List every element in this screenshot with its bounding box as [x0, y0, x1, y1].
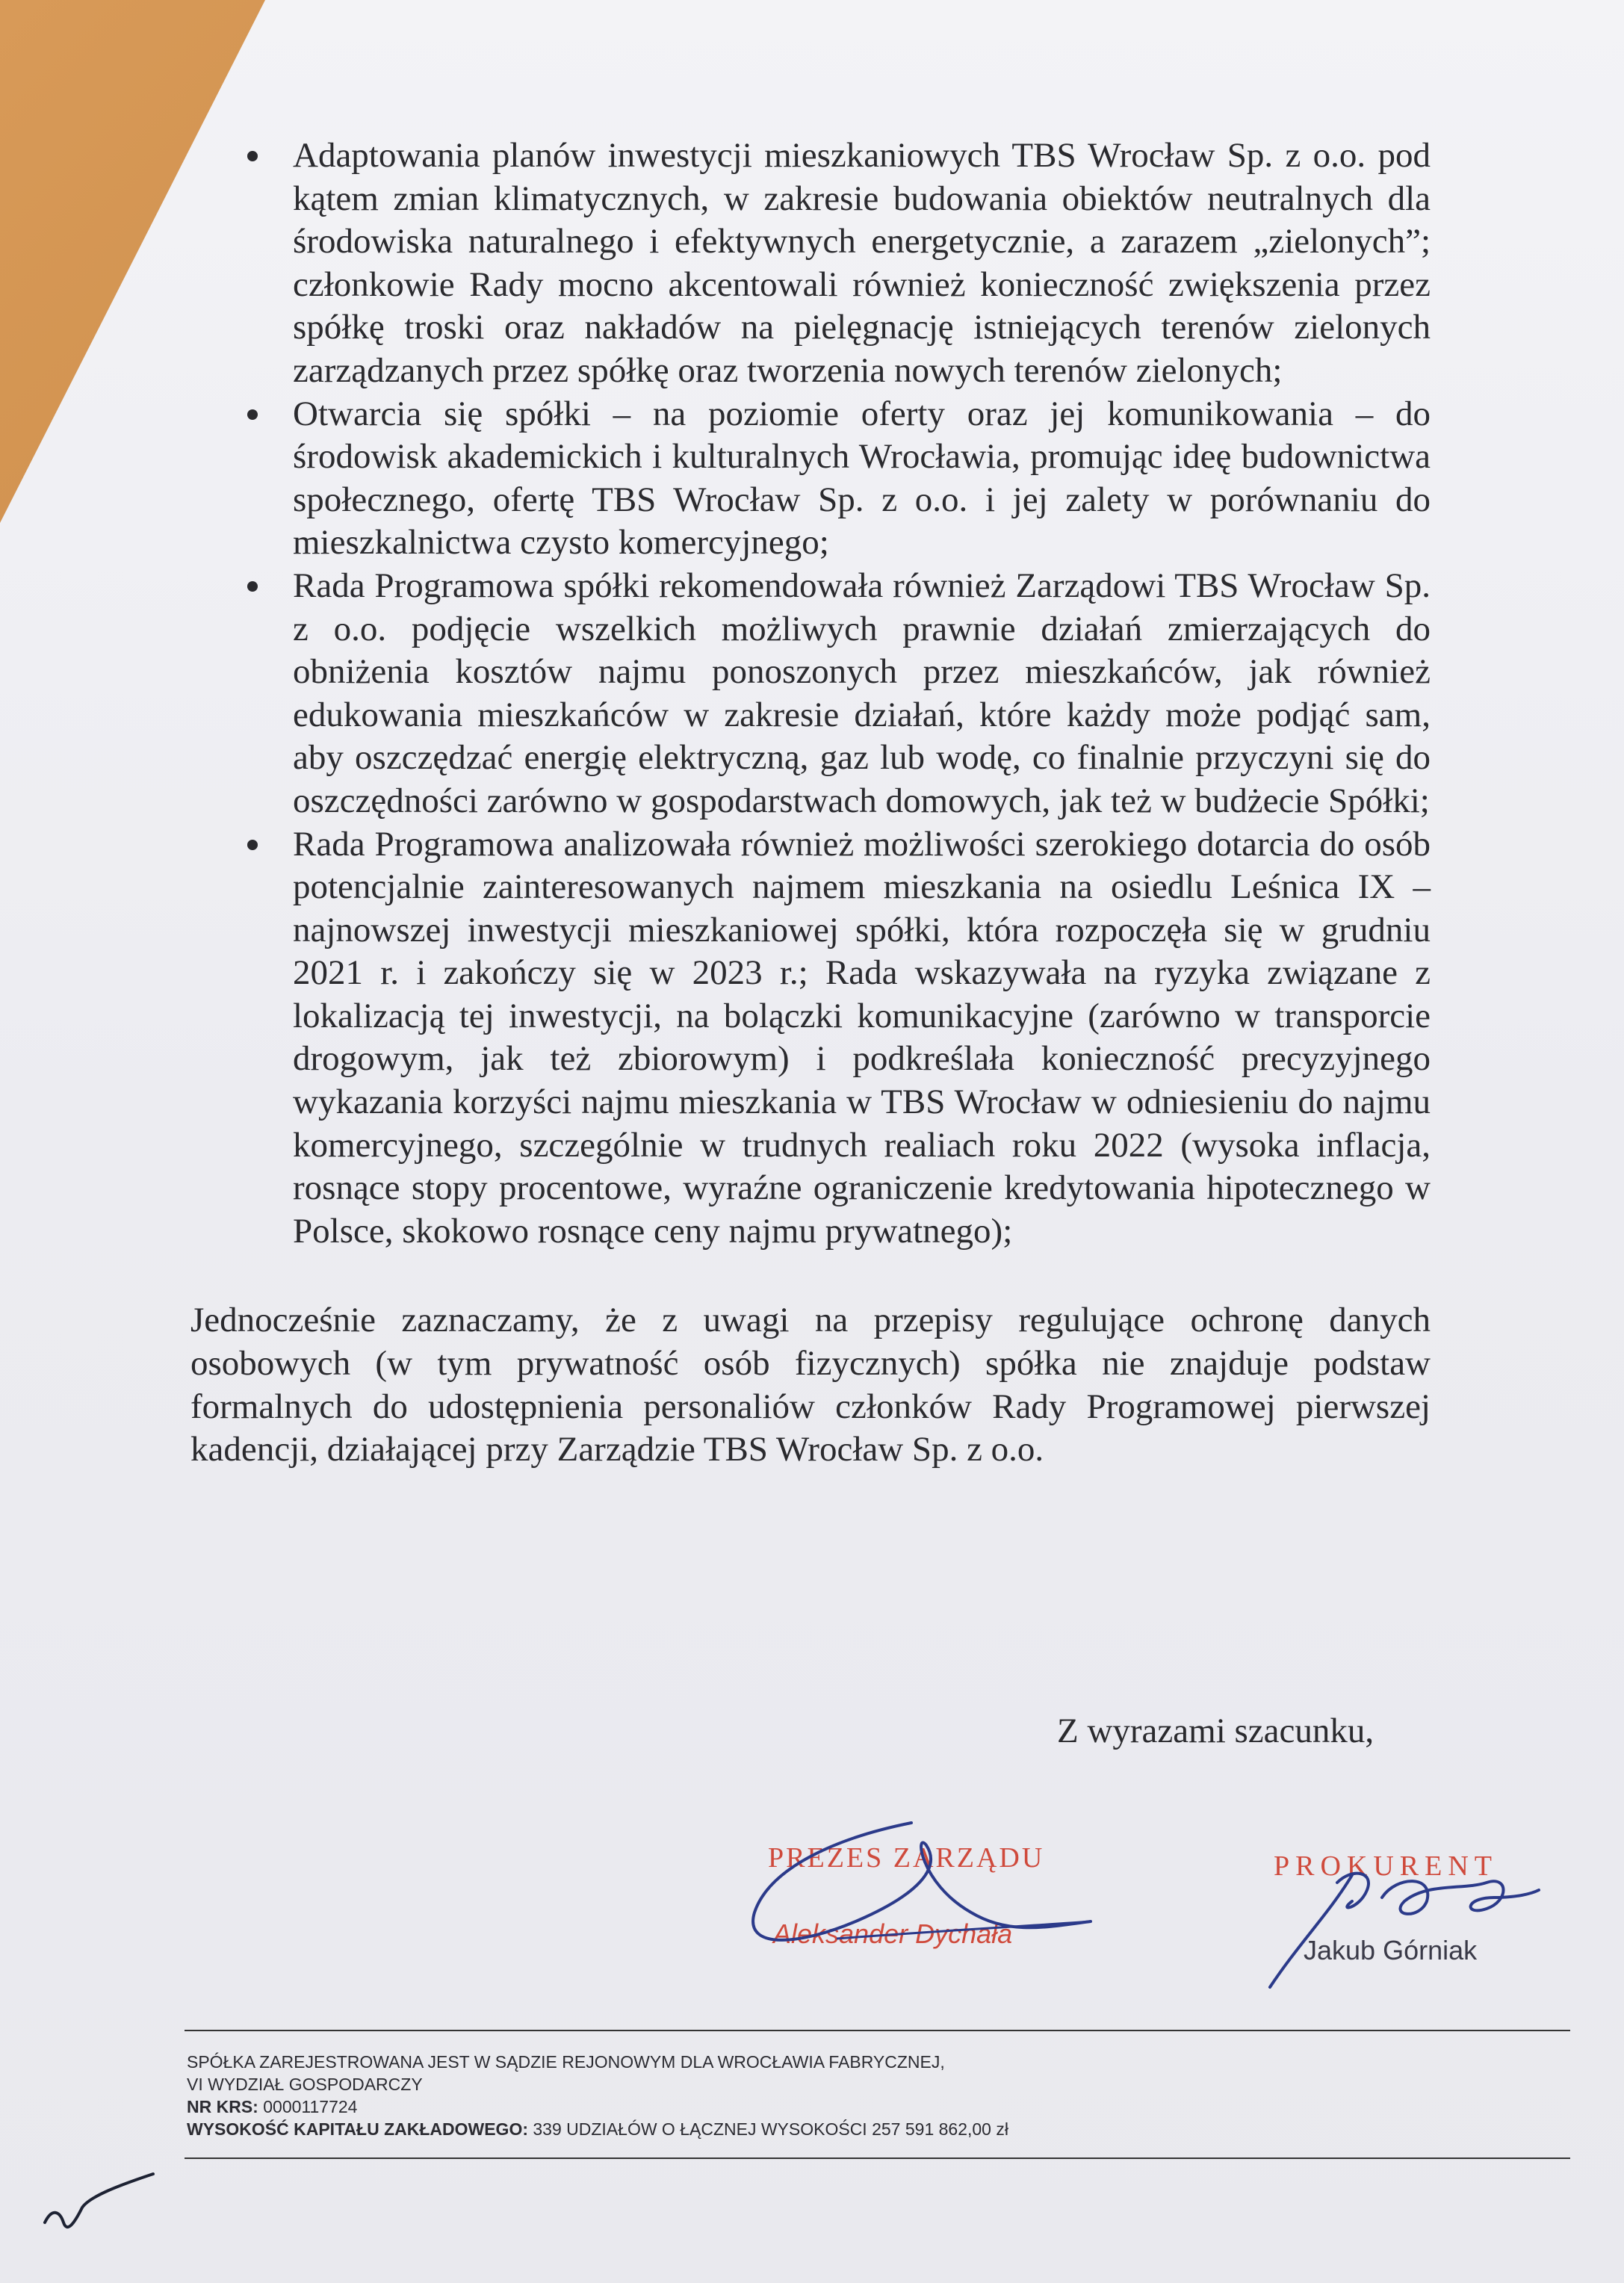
- krs-value: 0000117724: [263, 2097, 358, 2116]
- bullet-icon: [247, 840, 258, 850]
- footer-line-1: SPÓŁKA ZAREJESTROWANA JEST W SĄDZIE REJONOWYM DLA WROCŁAWIA FABRYCZNEJ,: [187, 2052, 945, 2072]
- bullet-icon: [247, 581, 258, 592]
- bullet-icon: [247, 409, 258, 420]
- footer-capital: [187, 2118, 1008, 2140]
- capital-label: WYSOKOŚĆ KAPITAŁU ZAKŁADOWEGO:: [187, 2119, 528, 2139]
- list-item-text: Rada Programowa analizowała również możliwości szerokiego dotarcia do osób potencjalnie zainteresowanych najmem mieszkania na osiedlu Leśnica IX – najnowszej inwestycji mieszkaniowej spółki, która rozpoczęła się w grudniu 2021 r. i zakończy się w 2023 r.; Rada wskazywała na ryzyka związane z lokalizacją tej inwestycji, na bolączki komunikacyjne (zarówno w transporcie drogowym, jak też zbiorowym) i podkreślała konieczność precyzyjnego wykazania korzyści najmu mieszkania w TBS Wrocław w odniesieniu do najmu komercyjnego, szczególnie w trudnych realiach roku 2022 (wysoka inflacja, rosnące stopy procentowe, wyraźne ograniczenie kredytowania hipotecznego w Polsce, skokowo rosnące ceny najmu prywatnego);: [293, 824, 1431, 1251]
- list-item-text: Rada Programowa spółki rekomendowała również Zarządowi TBS Wrocław Sp. z o.o. podjęcie wszelkich możliwych prawnie działań zmierzających do obniżenia kosztów najmu ponoszonych przez mieszkańców, jak również edukowania mieszkańców w zakresie działań, które każdy może podjąć sam, aby oszczędzać energię elektryczną, gaz lub wodę, co finalnie przyczyni się do oszczędności zarówno w gospodarstwach domowych, jak też w budżecie Spółki;: [293, 566, 1431, 820]
- closing-paragraph: Jednocześnie zaznaczamy, że z uwagi na przepisy regulujące ochronę danych osobowych (w tym prywatność osób fizycznych) spółka nie znajduje podstaw formalnych do udostępnienia personaliów członków Rady Programowej pierwszej kadencji, działającej przy Zarządzie TBS Wrocław Sp. z o.o.: [190, 1301, 1431, 1469]
- proxy-stamp-name: Jakub Górniak: [1304, 1935, 1478, 1966]
- footer-top-divider: [185, 2030, 1570, 2031]
- president-stamp-name: Aleksander Dychała: [773, 1918, 1013, 1949]
- recommendations-list: [190, 134, 1431, 1253]
- closing-salutation: Z wyrazami szacunku,: [1057, 1712, 1374, 1750]
- proxy-stamp-title: PROKURENT: [1274, 1850, 1499, 1882]
- list-item: [190, 565, 1431, 823]
- footer-krs: [187, 2095, 1008, 2118]
- president-stamp-title: PREZES ZARZĄDU: [768, 1842, 1045, 1874]
- krs-label: NR KRS:: [187, 2097, 258, 2116]
- footer-bottom-divider: [185, 2157, 1570, 2159]
- footer-line-2: VI WYDZIAŁ GOSPODARCZY: [187, 2075, 423, 2094]
- company-registration-footer: [187, 2051, 1008, 2140]
- list-item: [190, 134, 1431, 393]
- capital-value: 339 UDZIAŁÓW O ŁĄCZNEJ WYSOKOŚCI 257 591 862,00 zł: [533, 2119, 1008, 2139]
- letter-body: [190, 134, 1431, 1472]
- list-item-text: Otwarcia się spółki – na poziomie oferty oraz jej komunikowania – do środowisk akademickich i kulturalnych Wrocławia, promując ideę budownictwa społecznego, ofertę TBS Wrocław Sp. z o.o. i jej zalety w porównaniu do mieszkalnictwa czysto komercyjnego;: [293, 394, 1431, 563]
- list-item: [190, 823, 1431, 1254]
- list-item-text: Adaptowania planów inwestycji mieszkaniowych TBS Wrocław Sp. z o.o. pod kątem zmian klimatycznych, w zakresie budowania obiektów neutralnych dla środowiska naturalnego i efektywnych energetycznie, a zarazem „zielonych”; członkowie Rady mocno akcentowali również konieczność zwiększenia przez spółkę troski oraz nakładów na pielęgnację istniejących terenów zielonych zarządzanych przez spółkę oraz tworzenia nowych terenów zielonych;: [293, 136, 1431, 390]
- list-item: [190, 393, 1431, 565]
- bullet-icon: [247, 151, 258, 161]
